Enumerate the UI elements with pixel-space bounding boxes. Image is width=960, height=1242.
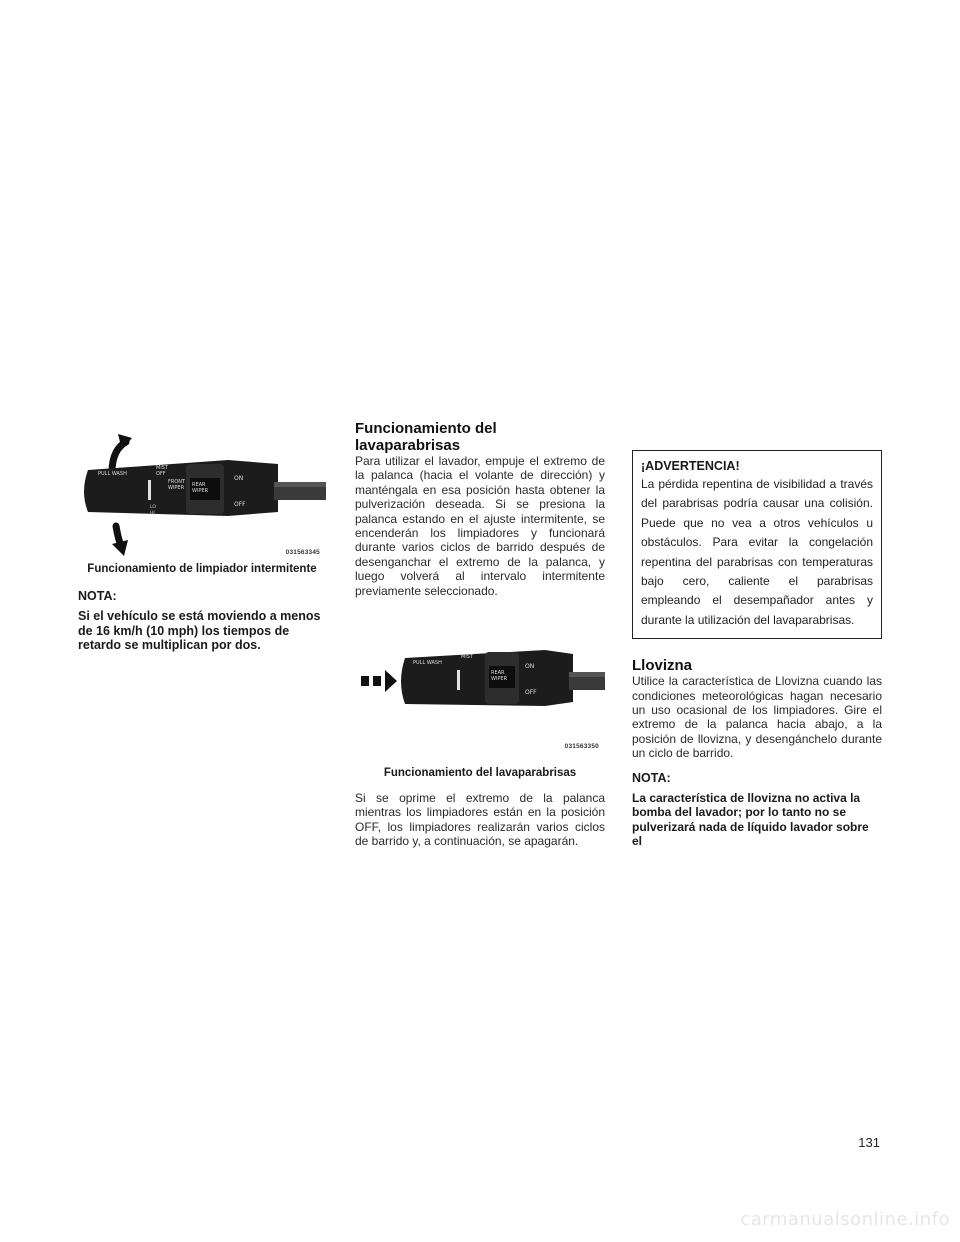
middle-column [355,420,605,849]
svg-text:OFF: OFF [525,689,537,697]
svg-text:WIPER: WIPER [491,676,508,683]
svg-text:LO: LO [150,505,156,510]
warning-body: La pérdida repentina de visibilidad a través del parabrisas podría causar una colisión. Puede que no vea a otros vehículos u obstáculos. Para evitar la congelación repentina del parabrisas con temperaturas bajo cero, caliente el parabrisas empleando el desempañador antes y durante la utilización del lavaparabrisas. [641,477,873,627]
washer-figure [355,614,605,764]
svg-text:ON: ON [525,663,535,671]
washer-paragraph: Para utilizar el lavador, empuje el extremo de la palanca (hacia el volante de dirección) y manténgala en esa posición hasta obtener la pulverización deseada. Si se presiona la palanca estando en el ajuste intermitente, se encenderán los limpiadores y funcionará durante varios ciclos de barrido después de desenganchar el extremo de la palanca, y luego volverá al intervalo intermitente previamente seleccionado. [355,454,605,598]
figure-code: 031563345 [285,549,320,556]
warning-title: ¡ADVERTENCIA! [641,459,740,473]
svg-text:MIST: MIST [156,465,169,471]
note-title: NOTA: [632,770,671,785]
figure-caption: Funcionamiento de limpiador intermitente [87,563,317,575]
note-title: NOTA: [78,589,117,603]
note-body: Si el vehículo se está moviendo a menos de 16 km/h (10 mph) los tiempos de retardo se multiplican por dos. [78,609,321,652]
svg-text:WIPER: WIPER [192,488,209,494]
svg-text:ON: ON [234,475,244,482]
page-number: 131 [858,1135,880,1150]
left-column [78,420,326,653]
note-body: La característica de llovizna no activa la bomba del lavador; por lo tanto no se pulverizará nada de líquido lavador sobre el [632,790,869,849]
svg-text:PULL WASH: PULL WASH [98,471,127,477]
right-column [632,420,882,849]
mist-paragraph: Utilice la característica de Llovizna cuando las condiciones meteorológicas hagan necesario un uso ocasional de los limpiadores. Gire el extremo de la palanca hacia abajo, a la posición de llovizna, y desengánchelo durante un ciclo de barrido. [632,674,882,761]
svg-text:PULL WASH: PULL WASH [413,660,442,667]
section-heading-washer: Funcionamiento del lavaparabrisas [355,420,497,454]
svg-text:HI: HI [150,511,155,516]
svg-text:OFF: OFF [156,471,166,477]
svg-text:FRONT: FRONT [168,479,186,485]
washer-lever-illustration [355,614,605,764]
svg-text:REAR: REAR [192,482,206,488]
svg-text:MIST: MIST [461,654,474,661]
washer-paragraph-2: Si se oprime el extremo de la palanca mientras los limpiadores están en la posición OFF, los limpiadores realizarán varios ciclos de barrido y, a continuación, se apagarán. [355,791,605,849]
warning-box [632,450,882,639]
svg-text:REAR: REAR [491,670,505,677]
svg-text:WIPER: WIPER [168,485,185,491]
section-heading-mist: Llovizna [632,657,693,675]
svg-text:OFF: OFF [234,501,246,508]
wiper-lever-illustration [78,420,326,560]
figure-caption: Funcionamiento del lavaparabrisas [383,767,577,780]
intermittent-wiper-figure [78,420,326,560]
figure-code: 031563350 [564,743,599,751]
watermark: carmanualsonline.info [740,1209,950,1230]
